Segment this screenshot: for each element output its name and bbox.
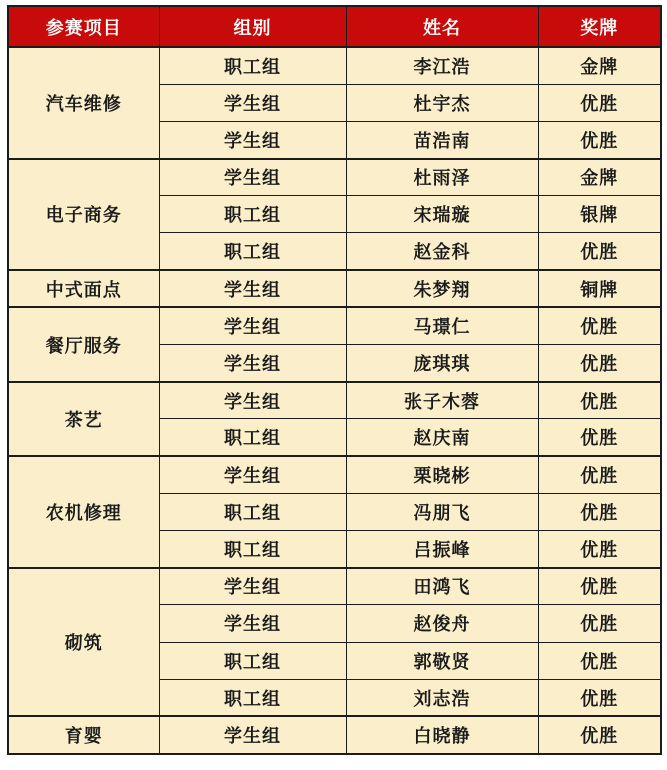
name-cell: 赵庆南 (346, 419, 538, 456)
name-cell: 马璟仁 (346, 307, 538, 344)
group-cell: 职工组 (159, 493, 346, 530)
group-cell: 学生组 (159, 382, 346, 419)
group-cell: 学生组 (159, 159, 346, 196)
medal-cell: 优胜 (538, 716, 661, 753)
table-row (8, 716, 661, 753)
medal-cell: 优胜 (538, 642, 661, 679)
award-results-table (7, 5, 662, 755)
table-header (8, 6, 661, 47)
group-cell: 学生组 (159, 270, 346, 307)
table-row (8, 270, 661, 307)
header-row (8, 6, 661, 47)
group-cell: 学生组 (159, 716, 346, 753)
medal-cell: 优胜 (538, 568, 661, 605)
medal-cell: 优胜 (538, 84, 661, 121)
table-row (8, 47, 661, 84)
name-cell: 朱梦翔 (346, 270, 538, 307)
name-cell: 庞琪琪 (346, 345, 538, 382)
medal-cell: 优胜 (538, 382, 661, 419)
group-cell: 职工组 (159, 679, 346, 716)
header-cell-group: 组别 (159, 6, 346, 47)
name-cell: 杜宇杰 (346, 84, 538, 121)
medal-cell: 优胜 (538, 233, 661, 270)
name-cell: 赵俊舟 (346, 605, 538, 642)
group-cell: 职工组 (159, 419, 346, 456)
project-cell: 电子商务 (8, 159, 159, 271)
name-cell: 李江浩 (346, 47, 538, 84)
group-cell: 职工组 (159, 530, 346, 567)
group-cell: 学生组 (159, 121, 346, 158)
project-cell: 砌筑 (8, 568, 159, 717)
name-cell: 苗浩南 (346, 121, 538, 158)
medal-cell: 优胜 (538, 530, 661, 567)
medal-cell: 金牌 (538, 47, 661, 84)
medal-cell: 银牌 (538, 196, 661, 233)
name-cell: 田鸿飞 (346, 568, 538, 605)
table-row (8, 159, 661, 196)
medal-cell: 优胜 (538, 307, 661, 344)
group-cell: 学生组 (159, 605, 346, 642)
header-cell-project: 参赛项目 (8, 6, 159, 47)
name-cell: 赵金科 (346, 233, 538, 270)
name-cell: 刘志浩 (346, 679, 538, 716)
medal-cell: 优胜 (538, 121, 661, 158)
name-cell: 栗晓彬 (346, 456, 538, 493)
name-cell: 郭敬贤 (346, 642, 538, 679)
group-cell: 学生组 (159, 84, 346, 121)
medal-cell: 优胜 (538, 419, 661, 456)
medal-cell: 铜牌 (538, 270, 661, 307)
project-cell: 餐厅服务 (8, 307, 159, 381)
project-cell: 中式面点 (8, 270, 159, 307)
medal-cell: 优胜 (538, 345, 661, 382)
table-row (8, 382, 661, 419)
group-cell: 职工组 (159, 233, 346, 270)
project-cell: 汽车维修 (8, 47, 159, 159)
group-cell: 职工组 (159, 47, 346, 84)
project-cell: 农机修理 (8, 456, 159, 568)
group-cell: 学生组 (159, 456, 346, 493)
group-cell: 职工组 (159, 642, 346, 679)
project-cell: 茶艺 (8, 382, 159, 456)
group-cell: 学生组 (159, 345, 346, 382)
name-cell: 冯朋飞 (346, 493, 538, 530)
name-cell: 吕振峰 (346, 530, 538, 567)
group-cell: 学生组 (159, 307, 346, 344)
group-cell: 学生组 (159, 568, 346, 605)
table-body (8, 47, 661, 754)
medal-cell: 金牌 (538, 159, 661, 196)
project-cell: 育婴 (8, 716, 159, 753)
name-cell: 白晓静 (346, 716, 538, 753)
header-cell-medal: 奖牌 (538, 6, 661, 47)
medal-cell: 优胜 (538, 679, 661, 716)
table-row (8, 456, 661, 493)
name-cell: 杜雨泽 (346, 159, 538, 196)
table-row (8, 568, 661, 605)
group-cell: 职工组 (159, 196, 346, 233)
medal-cell: 优胜 (538, 456, 661, 493)
name-cell: 宋瑞璇 (346, 196, 538, 233)
name-cell: 张子木蓉 (346, 382, 538, 419)
header-cell-name: 姓名 (346, 6, 538, 47)
medal-cell: 优胜 (538, 493, 661, 530)
medal-cell: 优胜 (538, 605, 661, 642)
table-row (8, 307, 661, 344)
